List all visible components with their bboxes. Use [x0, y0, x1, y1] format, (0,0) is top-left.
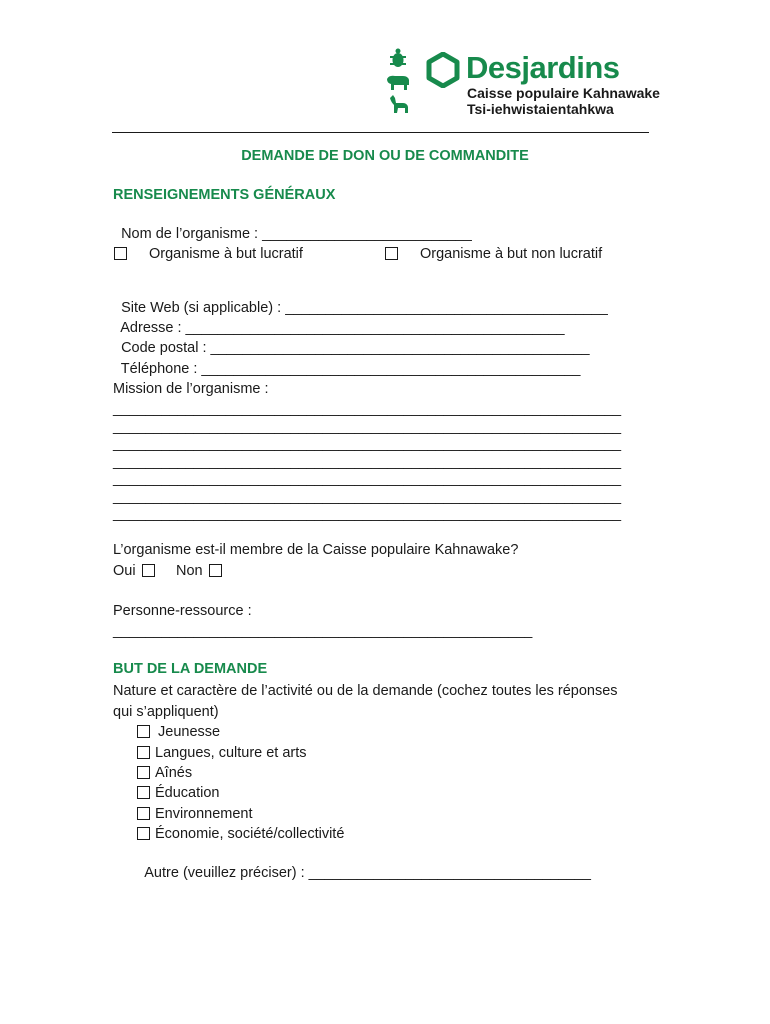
option-aines-label: Aînés [155, 765, 193, 781]
checkbox-langues[interactable] [137, 746, 150, 759]
other-field[interactable]: ___________________________________ [308, 865, 591, 881]
purpose-intro-line1: Nature et caractère de l’activité ou de la demande (cochez toutes les réponses [113, 683, 618, 699]
other-row [137, 846, 591, 882]
bear-icon [385, 73, 411, 91]
mission-line[interactable]: _______________________________________________________________ [113, 471, 622, 487]
option-langues-label: Langues, culture et arts [155, 745, 307, 761]
checkbox-economie[interactable] [137, 827, 150, 840]
org-name-row [113, 207, 472, 243]
checkbox-jeunesse[interactable] [137, 725, 150, 738]
checkbox-environnement[interactable] [137, 807, 150, 820]
contact-label: Personne-ressource : [113, 603, 252, 619]
postal-code-field[interactable]: _______________________________________________ [210, 340, 590, 356]
address-label: Adresse : [120, 320, 186, 336]
address-field[interactable]: _______________________________________________ [185, 320, 565, 336]
org-name-field[interactable]: __________________________ [262, 226, 472, 242]
org-name-label: Nom de l’organisme : [121, 226, 263, 242]
checkbox-non-profit[interactable] [385, 247, 398, 260]
checkbox-member-no[interactable] [209, 564, 222, 577]
other-label: Autre (veuillez préciser) : [144, 865, 309, 881]
option-economie-label: Économie, société/collectivité [155, 826, 345, 842]
non-profit-label: Organisme à but non lucratif [420, 246, 603, 262]
mission-field[interactable] [113, 400, 621, 523]
member-yes-label: Oui [113, 563, 136, 579]
option-jeunesse-label: Jeunesse [154, 724, 221, 740]
mission-line[interactable]: _______________________________________________________________ [113, 436, 622, 452]
turtle-icon [389, 48, 407, 70]
for-profit-label: Organisme à but lucratif [149, 246, 303, 262]
mission-line[interactable]: _______________________________________________________________ [113, 488, 622, 505]
brand-name: Desjardins [466, 50, 620, 85]
phone-row [113, 342, 580, 378]
checkbox-aines[interactable] [137, 766, 150, 779]
checkbox-education[interactable] [137, 786, 150, 799]
desjardins-hexagon-logo-icon [425, 52, 461, 88]
mission-line[interactable]: _______________________________________________________________ [113, 418, 622, 435]
checkbox-member-yes[interactable] [142, 564, 155, 577]
section-heading-general: RENSEIGNEMENTS GÉNÉRAUX [113, 187, 336, 203]
mission-line[interactable]: _______________________________________________________________ [113, 506, 622, 522]
website-label: Site Web (si applicable) : [121, 300, 286, 316]
postal-code-label: Code postal : [121, 340, 211, 356]
checkbox-for-profit[interactable] [114, 247, 127, 260]
member-question: L’organisme est-il membre de la Caisse populaire Kahnawake? [113, 542, 519, 558]
page-title: DEMANDE DE DON OU DE COMMANDITE [241, 148, 529, 164]
member-no-label: Non [176, 563, 203, 579]
website-field[interactable]: ________________________________________ [285, 300, 608, 316]
option-education-label: Éducation [155, 785, 220, 801]
header-divider [112, 132, 649, 133]
mission-line[interactable]: _______________________________________________________________ [113, 401, 622, 417]
caisse-native-name: Tsi-iehwistaientahkwa [467, 101, 614, 117]
mission-label: Mission de l’organisme : [113, 381, 269, 397]
phone-label: Téléphone : [120, 361, 202, 377]
section-heading-purpose: BUT DE LA DEMANDE [113, 661, 268, 677]
phone-field[interactable]: _______________________________________________ [201, 361, 581, 377]
option-environnement-label: Environnement [155, 806, 253, 822]
wolf-icon [388, 94, 410, 114]
purpose-intro-line2: qui s’appliquent) [113, 704, 219, 720]
mission-line[interactable]: _______________________________________________________________ [113, 453, 622, 470]
caisse-name: Caisse populaire Kahnawake [467, 85, 660, 101]
contact-field[interactable]: ____________________________________________________ [113, 623, 533, 639]
